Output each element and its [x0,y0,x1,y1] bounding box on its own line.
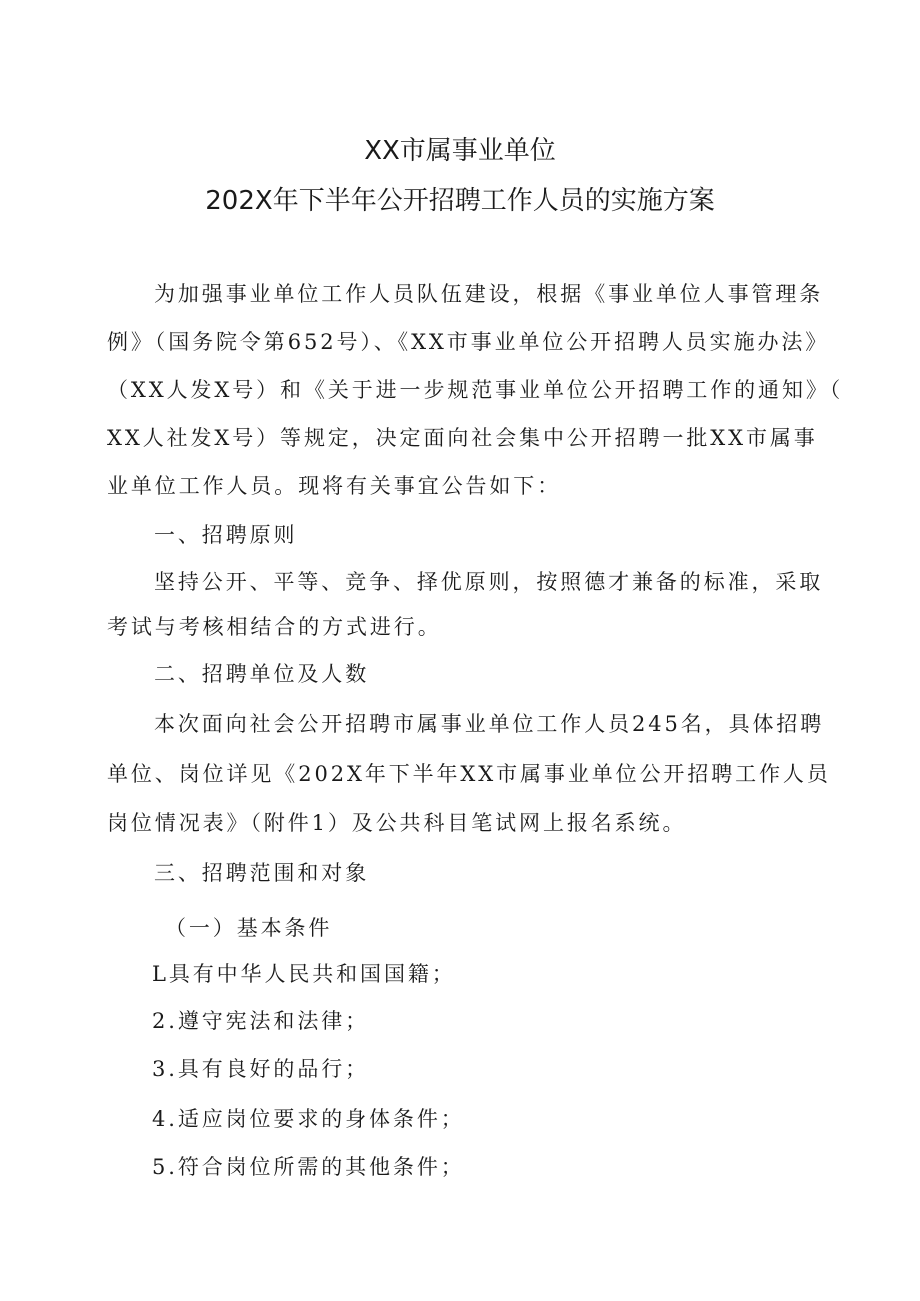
condition-item-1: L具有中华人民共和国国籍； [152,962,456,986]
section-1-heading: 一、招聘原则 [154,523,298,547]
section-2-line-3: 岗位情况表》（附件1）及公共科目笔试网上报名系统。 [107,811,687,835]
subsection-heading: （一）基本条件 [165,916,333,940]
condition-item-5: 5.符合岗位所需的其他条件； [152,1155,465,1179]
condition-item-2: 2.遵守宪法和法律； [152,1009,370,1033]
document-title-line-1: XX市属事业单位 [364,136,556,166]
document-title-line-2: 202X年下半年公开招聘工作人员的实施方案 [205,186,715,216]
section-2-heading: 二、招聘单位及人数 [154,662,370,686]
condition-item-3: 3.具有良好的品行； [152,1057,370,1081]
intro-line-4: XX人社发X号）等规定，决定面向社会集中公开招聘一批XX市属事 [107,426,818,450]
section-1-line-2: 考试与考核相结合的方式进行。 [107,615,442,639]
intro-line-5: 业单位工作人员。现将有关事宜公告如下： [107,474,562,498]
section-2-line-2: 单位、岗位详见《202X年下半年XX市属事业单位公开招聘工作人员 [107,762,831,786]
intro-line-1: 为加强事业单位工作人员队伍建设，根据《事业单位人事管理条 [154,282,824,306]
intro-line-3: （XX人发X号）和《关于进一步规范事业单位公开招聘工作的通知》（ [107,378,844,402]
section-3-heading: 三、招聘范围和对象 [154,861,370,885]
section-2-line-1: 本次面向社会公开招聘市属事业单位工作人员245名，具体招聘 [154,712,825,736]
section-1-line-1: 坚持公开、平等、竞争、择优原则，按照德才兼备的标准，采取 [154,570,824,594]
condition-item-4: 4.适应岗位要求的身体条件； [152,1107,465,1131]
intro-line-2: 例》（国务院令第652号）、《XX市事业单位公开招聘人员实施办法》 [107,330,830,354]
